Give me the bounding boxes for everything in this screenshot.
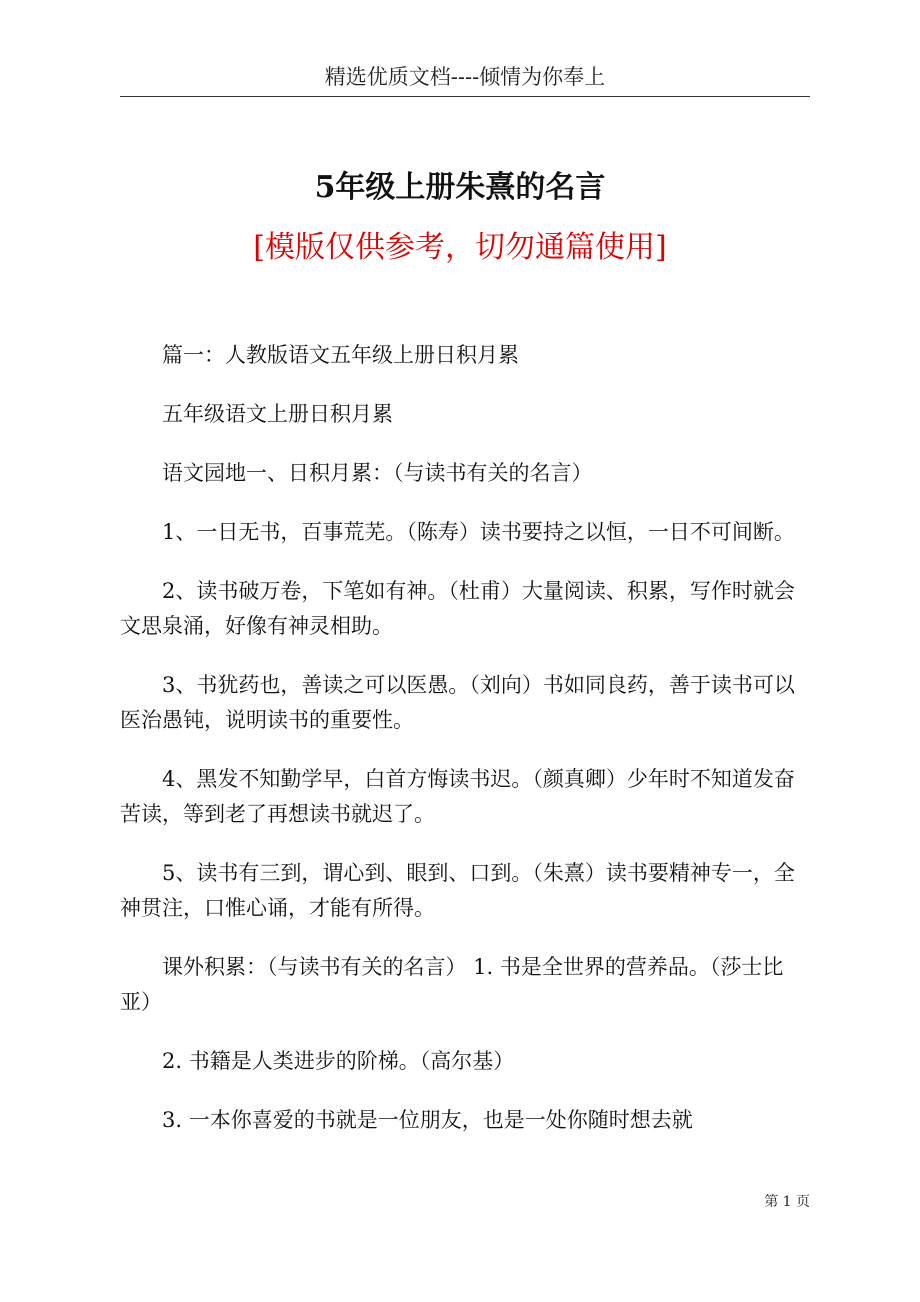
paragraph-extra-quote-2: 2. 书籍是人类进步的阶梯。（高尔基） [162,1049,515,1073]
paragraph-section-heading: 篇一：人教版语文五年级上册日积月累 [162,343,519,367]
document-title: 5年级上册朱熹的名言 [314,170,606,205]
page-number: 第 1 页 [764,1194,810,1210]
paragraph-quote-5: 5、读书有三到，谓心到、眼到、口到。（朱熹）读书要精神专一，全神贯注，口惟心诵，才能有所得。 [120,861,795,920]
paragraph-quote-1: 1、一日无书，百事荒芜。（陈寿）读书要持之以恒，一日不可间断。 [162,520,795,544]
paragraph-extra-heading: 课外积累：（与读书有关的名言） 1. 书是全世界的营养品。（莎士比亚） [120,955,784,1014]
document-subtitle: [模版仅供参考，切勿通篇使用] [253,230,667,265]
paragraph-quote-3: 3、书犹药也，善读之可以医愚。（刘向）书如同良药，善于读书可以医治愚钝，说明读书的重要性。 [120,673,795,732]
page-header: 精选优质文档----倾情为你奉上 [324,65,606,89]
paragraph-quote-4: 4、黑发不知勤学早，白首方悔读书迟。（颜真卿）少年时不知道发奋苦读，等到老了再想读书就迟了。 [120,767,795,826]
paragraph-unit-heading: 语文园地一、日积月累：（与读书有关的名言） [162,461,593,485]
paragraph-extra-quote-3: 3. 一本你喜爱的书就是一位朋友，也是一处你随时想去就 [162,1108,693,1132]
document-body [120,338,810,1162]
header-divider [120,96,810,97]
paragraph-quote-2: 2、读书破万卷，下笔如有神。（杜甫）大量阅读、积累，写作时就会文思泉涌，好像有神灵相助。 [120,579,795,638]
paragraph-subheading: 五年级语文上册日积月累 [162,402,393,426]
